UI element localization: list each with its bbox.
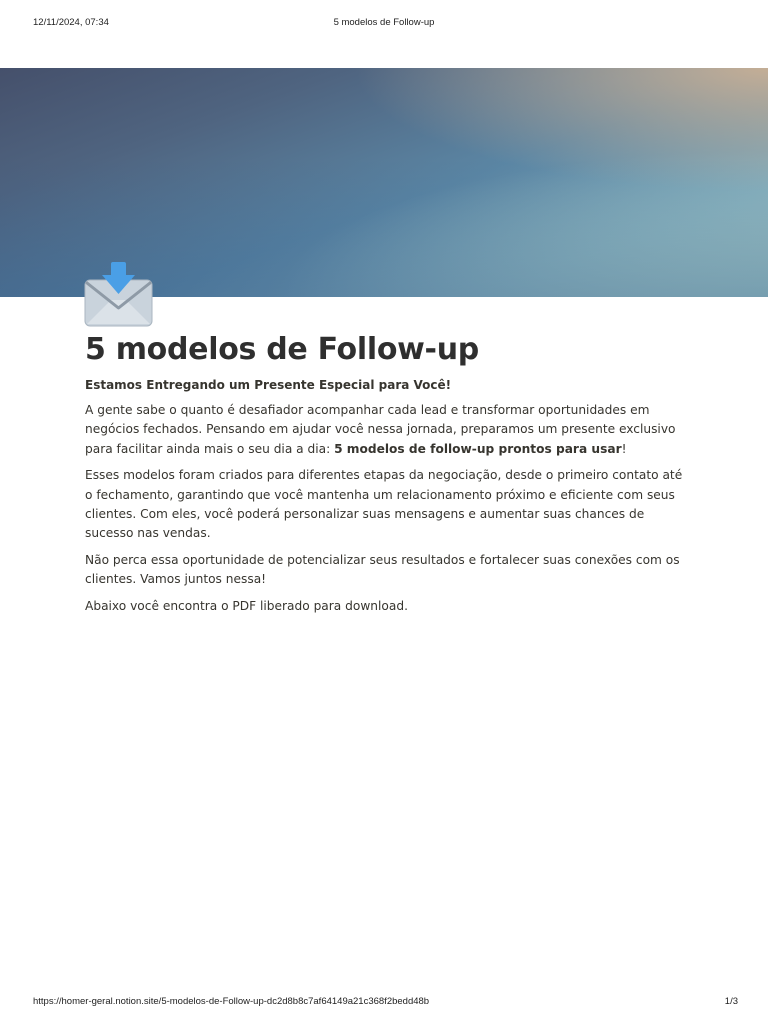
paragraph-intro-bold: 5 modelos de follow-up prontos para usar <box>334 441 622 456</box>
paragraph-download: Abaixo você encontra o PDF liberado para download. <box>85 598 408 613</box>
paragraph-intro <box>85 401 685 459</box>
page-subtitle: Estamos Entregando um Presente Especial para Você! <box>85 378 452 392</box>
envelope-with-down-arrow-icon <box>84 260 154 328</box>
paragraph-models: Esses modelos foram criados para diferentes etapas da negociação, desde o primeiro contato até o fechamento, garantindo que você mantenha um relacionamento próximo e eficiente com seus clientes. Com eles, você poderá personalizar suas mensagens e aumentar suas chances de sucesso nas vendas. <box>85 468 683 541</box>
paragraph-intro-end: ! <box>621 441 627 456</box>
print-header <box>0 17 768 31</box>
page-content <box>85 330 685 616</box>
print-title: 5 modelos de Follow-up <box>333 17 435 28</box>
print-url: https://homer-geral.notion.site/5-modelos-de-Follow-up-dc2d8b8c7af64149a21c368f2bedd48b <box>33 996 430 1007</box>
print-page-number: 1/3 <box>724 996 738 1007</box>
paragraph-intro-text: A gente sabe o quanto é desafiador acompanhar cada lead e transformar oportunidades em negócios fechados. Pensando em ajudar você nessa jornada, preparamos um presente exclusivo para facilitar ainda mais o seu dia a dia: <box>85 403 676 456</box>
print-date: 12/11/2024, 07:34 <box>33 17 109 28</box>
print-footer <box>0 996 768 1010</box>
page-title: 5 modelos de Follow-up <box>85 332 479 367</box>
paragraph-opportunity: Não perca essa oportunidade de potencializar seus resultados e fortalecer suas conexões com os clientes. Vamos juntos nessa! <box>85 552 680 587</box>
